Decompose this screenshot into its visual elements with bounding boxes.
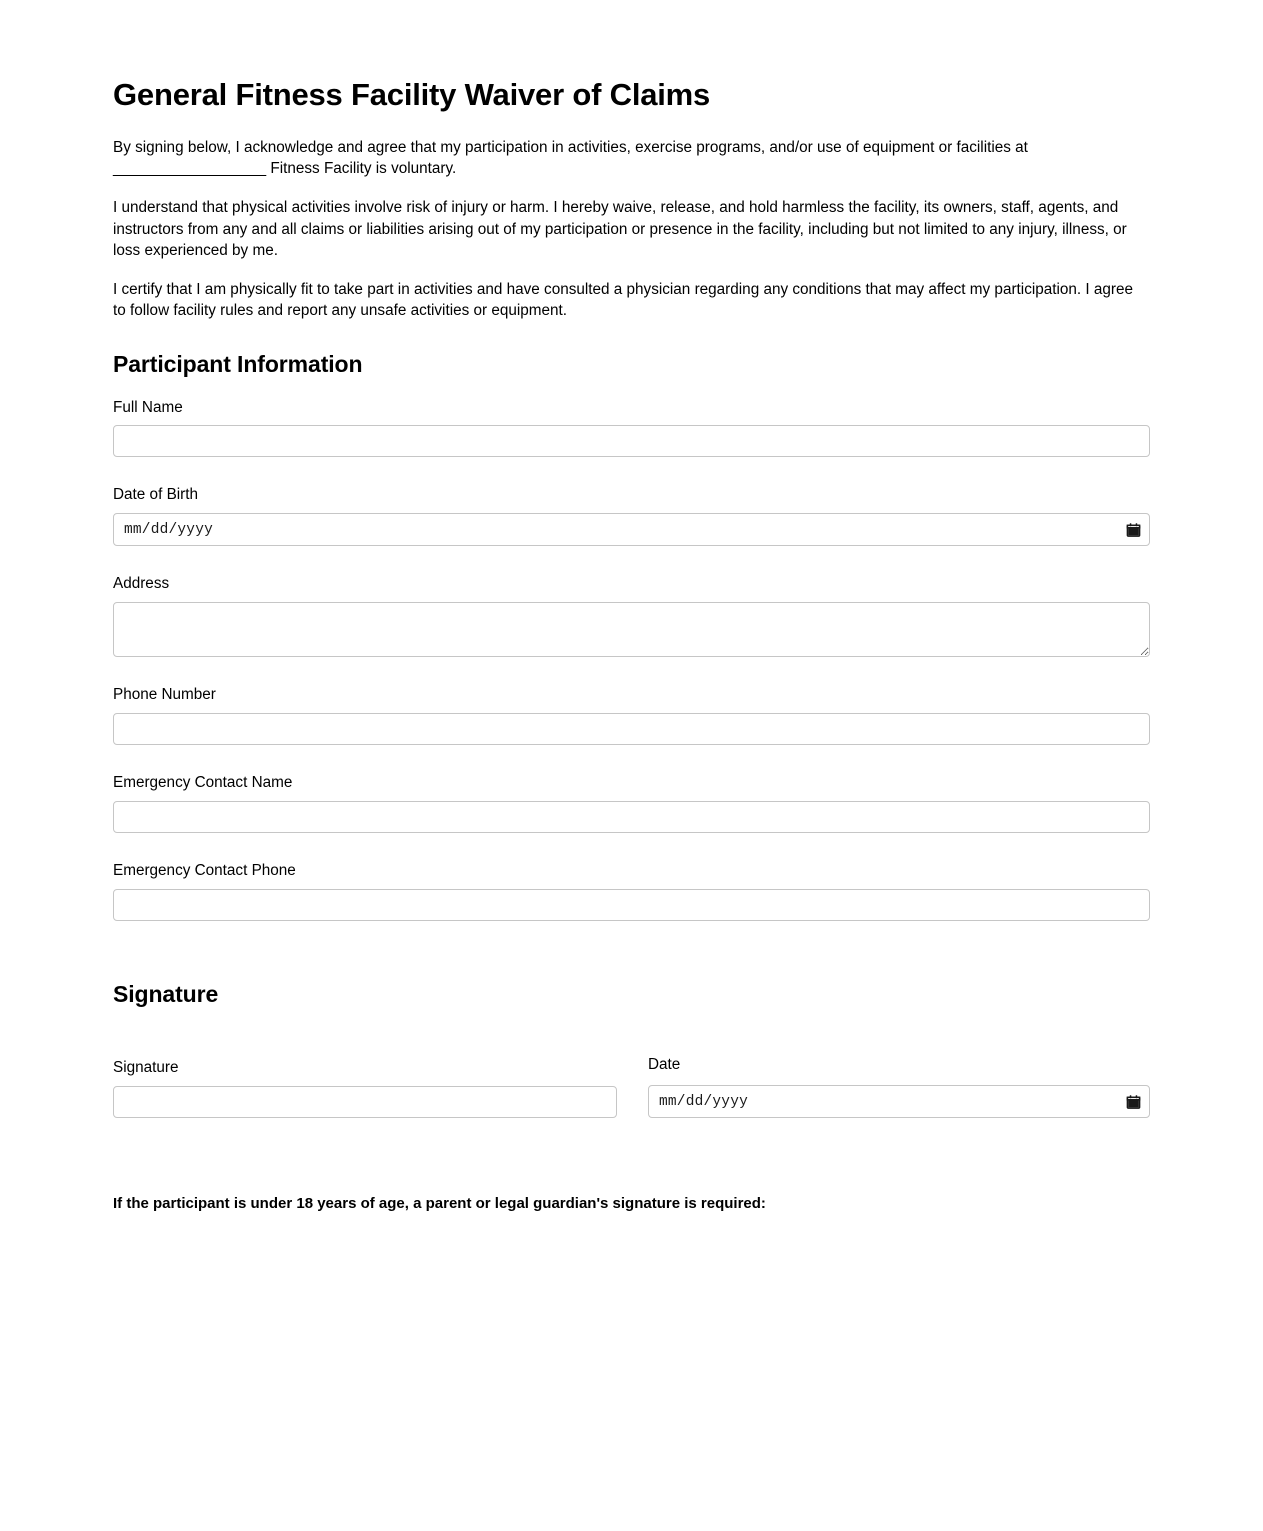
field-group-phone-number xyxy=(113,685,1150,745)
facility-name-blank: __________________ xyxy=(113,160,267,178)
date-of-birth-label: Date of Birth xyxy=(113,486,199,504)
phone-number-input[interactable] xyxy=(113,713,1150,745)
intro-paragraph-1-text-after-blank: Fitness Facility is voluntary. xyxy=(270,160,457,178)
signature-row xyxy=(113,1055,1150,1118)
participant-information-section xyxy=(113,351,1150,921)
intro-paragraph-3: I certify that I am physically fit to take part in activities and have consulted a physician regarding any conditions that may affect my participation. I agree to follow facility rules and report any unsafe activities or equipment. xyxy=(113,280,1134,319)
participant-fields xyxy=(113,398,1150,921)
signature-input[interactable] xyxy=(113,1086,617,1118)
signature-date-label: Date xyxy=(648,1056,681,1074)
date-of-birth-input[interactable] xyxy=(113,513,1150,546)
intro-paragraph-2: I understand that physical activities involve risk of injury or harm. I hereby waive, release, and hold harmless the facility, its owners, staff, agents, and instructors from any and all claims or liabilities arising out of my participation or presence in the facility, including but not limited to any injury, illness, or loss experienced by me. xyxy=(113,199,1127,259)
address-textarea[interactable] xyxy=(113,602,1150,657)
intro-paragraph-1-text-before-blank: By signing below, I acknowledge and agree that my participation in activities, exercise programs, and/or use of equipment or facilities at xyxy=(113,139,1028,157)
signature-date-input[interactable] xyxy=(648,1085,1150,1118)
intro-paragraph-1 xyxy=(113,137,1150,179)
full-name-label: Full Name xyxy=(113,398,183,416)
emergency-contact-name-label: Emergency Contact Name xyxy=(113,774,293,792)
full-name-input[interactable] xyxy=(113,425,1150,457)
calendar-icon[interactable] xyxy=(1126,522,1141,538)
field-group-emergency-contact-phone xyxy=(113,861,1150,921)
emergency-contact-phone-label: Emergency Contact Phone xyxy=(113,861,296,879)
date-of-birth-placeholder: mm/dd/yyyy xyxy=(124,521,214,538)
page-title: General Fitness Facility Waiver of Claims xyxy=(113,77,711,112)
field-group-emergency-contact-name xyxy=(113,773,1150,833)
signature-section xyxy=(113,981,1150,1215)
field-group-date-of-birth xyxy=(113,485,1150,546)
phone-number-label: Phone Number xyxy=(113,686,216,704)
address-label: Address xyxy=(113,575,170,593)
field-group-signature-date xyxy=(648,1055,1150,1118)
intro-paragraphs xyxy=(113,137,1150,321)
guardian-signature-note: If the participant is under 18 years of age, a parent or legal guardian's signature is required: xyxy=(113,1195,766,1213)
emergency-contact-name-input[interactable] xyxy=(113,801,1150,833)
field-group-signature xyxy=(113,1058,617,1118)
signature-heading: Signature xyxy=(113,980,219,1007)
document-content xyxy=(113,76,1150,1230)
emergency-contact-phone-input[interactable] xyxy=(113,889,1150,921)
field-group-address xyxy=(113,574,1150,657)
participant-information-heading: Participant Information xyxy=(113,350,363,377)
signature-label: Signature xyxy=(113,1059,179,1077)
field-group-full-name xyxy=(113,398,1150,458)
signature-date-placeholder: mm/dd/yyyy xyxy=(659,1093,749,1110)
calendar-icon[interactable] xyxy=(1126,1094,1141,1110)
